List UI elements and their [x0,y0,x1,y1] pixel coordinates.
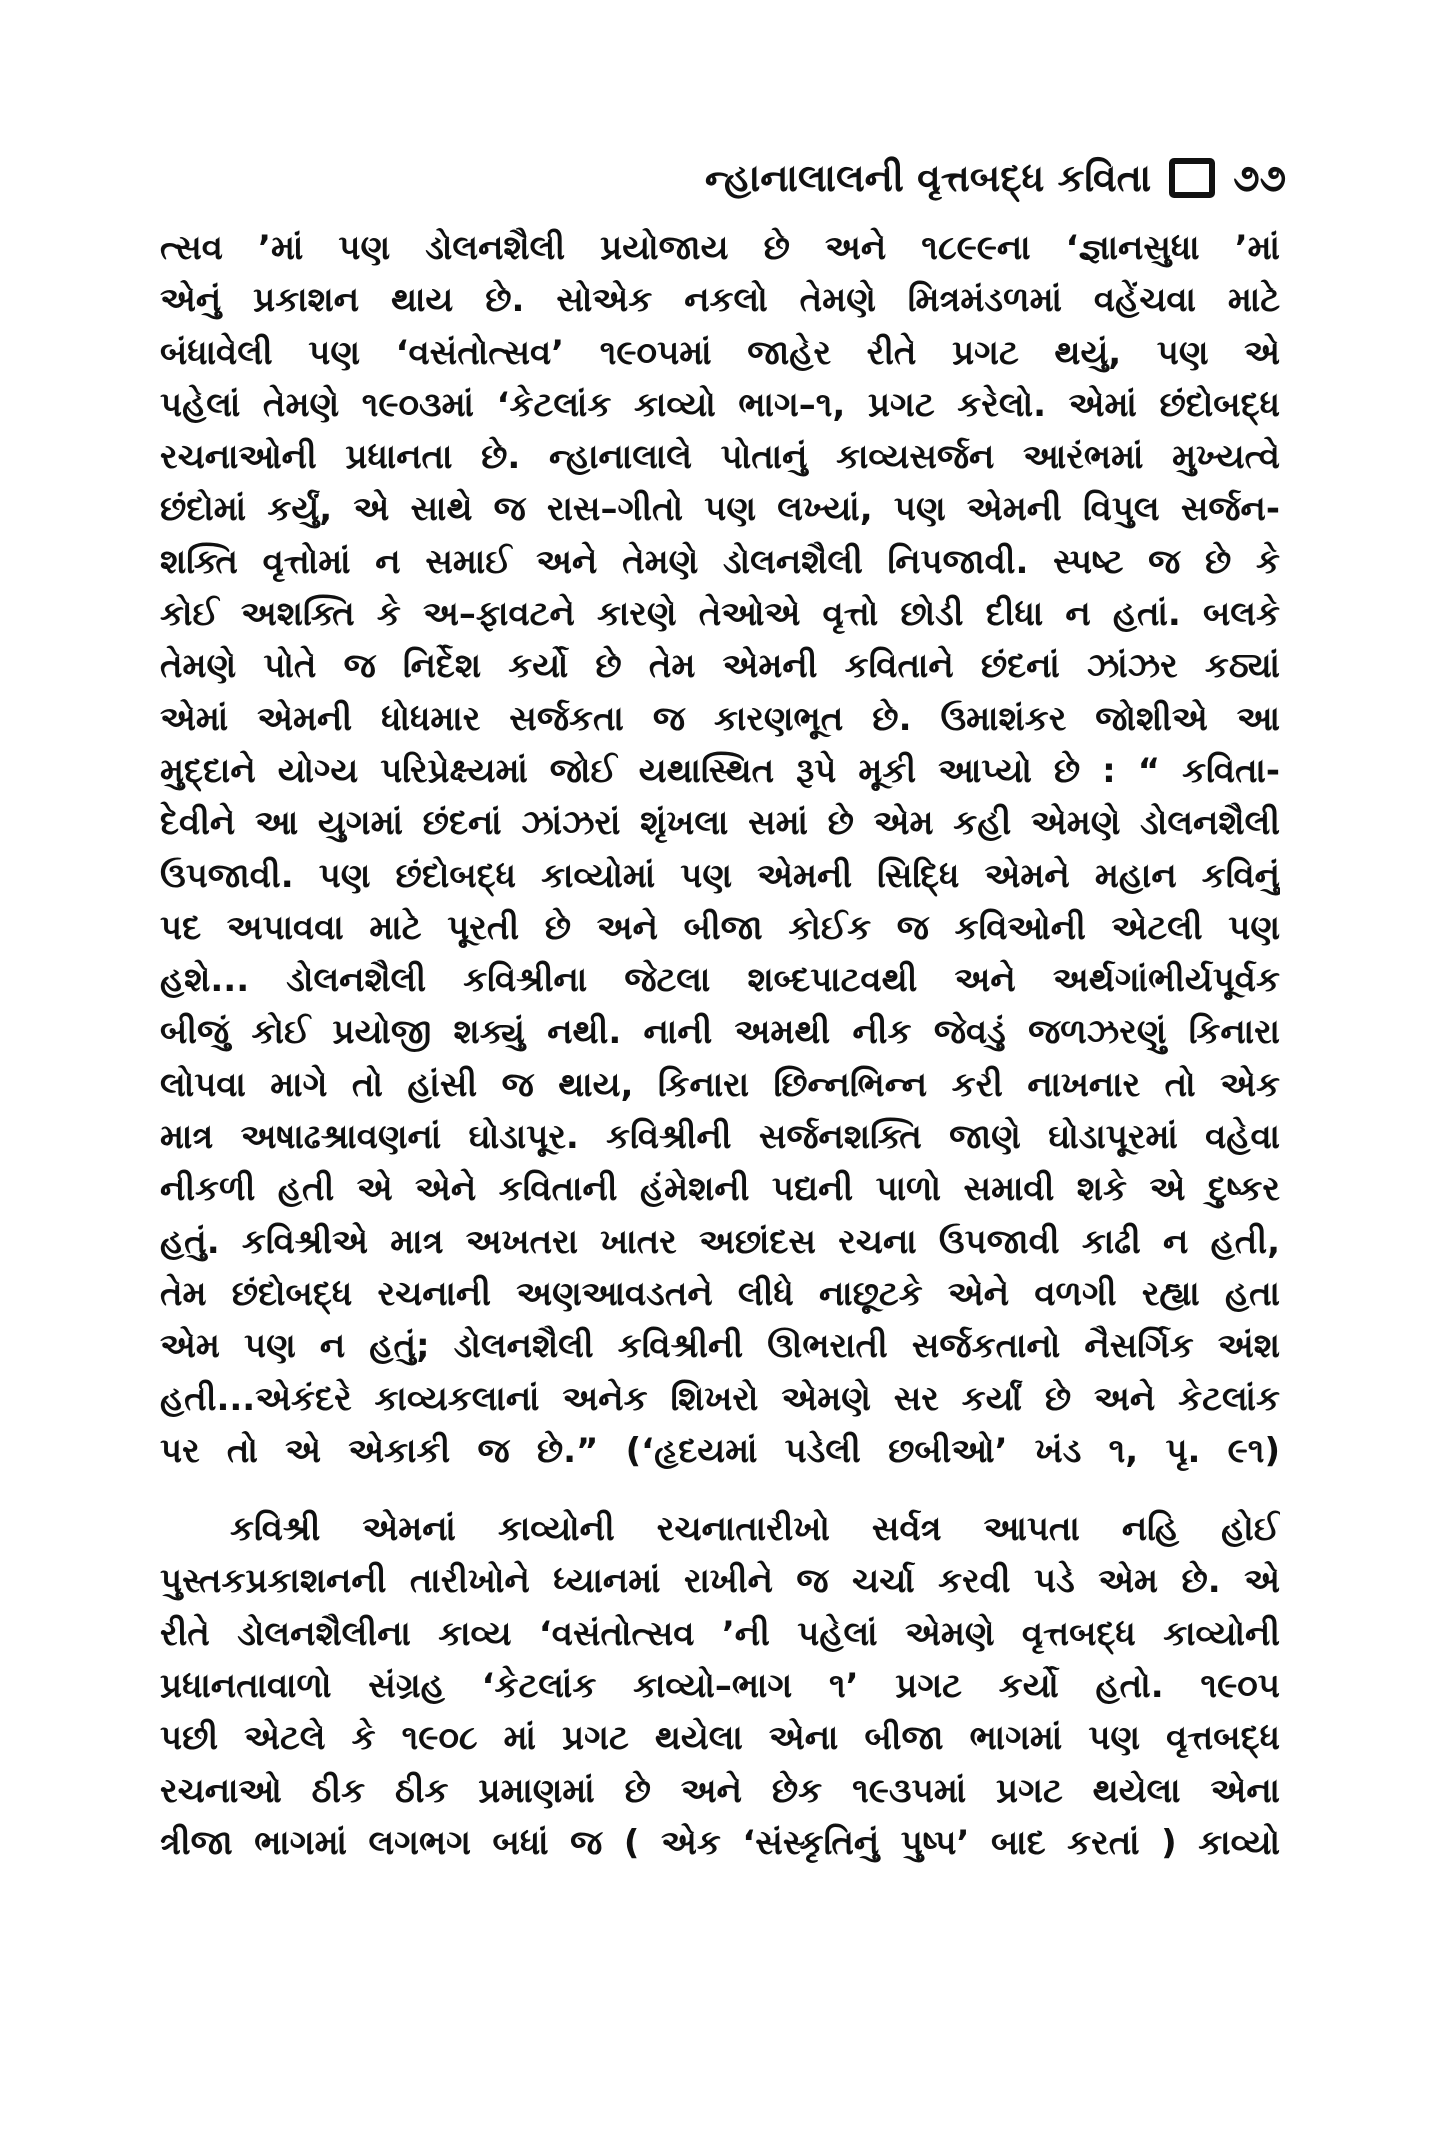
text-line: પહેલાં તેમણે ૧૯૦૩માં ‘કેટલાંક કાવ્યો ભાગ–૧, પ્રગટ કરેલો. એમાં છંદોબદ્ધ [160,384,1280,425]
page-number: ૭૭ [1233,156,1286,200]
paragraph-1 [160,222,1280,1477]
text-line: ત્સવ ’માં પણ ડોલનશૈલી પ્રયોજાય છે અને ૧૮૯૯ના ‘જ્ઞાનસુધા ’માં [160,228,1280,268]
paragraph-spacer [160,1477,1280,1503]
text-line: નીકળી હતી એ એને કવિતાની હંમેશની પદ્યની પાળો સમાવી શકે એ દુષ્કર [160,1169,1280,1210]
square-ornament-icon [1169,158,1215,198]
text-line: હતી...એકંદરે કાવ્યકલાનાં અનેક શિખરો એમણે સર કર્યાં છે અને કેટલાંક [160,1378,1280,1419]
text-line: ઉપજાવી. પણ છંદોબદ્ધ કાવ્યોમાં પણ એમની સિદ્ધિ એમને મહાન કવિનું [160,855,1280,896]
text-line: પુસ્તકપ્રકાશનની તારીખોને ધ્યાનમાં રાખીને જ ચર્ચા કરવી પડે એમ છે. એ [160,1561,1280,1602]
text-line: શક્તિ વૃત્તોમાં ન સમાઈ અને તેમણે ડોલનશૈલી નિપજાવી. સ્પષ્ટ જ છે કે [160,541,1280,582]
text-line: માત્ર અષાઢશ્રાવણનાં ઘોડાપૂર. કવિશ્રીની સર્જનશક્તિ જાણે ઘોડાપૂરમાં વહેવા [160,1117,1280,1158]
text-line: બંધાવેલી પણ ‘વસંતોત્સવ’ ૧૯૦૫માં જાહેર રીતે પ્રગટ થયું, પણ એ [160,332,1280,373]
text-line: દેવીને આ યુગમાં છંદનાં ઝાંઝરાં શૃંખલા સમાં છે એમ કહી એમણે ડોલનશૈલી [160,803,1280,844]
text-line: પદ અપાવવા માટે પૂરતી છે અને બીજા કોઈક જ કવિઓની એટલી પણ [160,907,1280,948]
body-text [160,222,1280,1869]
text-line: એનું પ્રકાશન થાય છે. સોએક નકલો તેમણે મિત્રમંડળમાં વહેંચવા માટે [160,280,1280,321]
text-line: કોઈ અશક્તિ કે અ–ફાવટને કારણે તેઓએ વૃત્તો છોડી દીધા ન હતાં. બલકે [160,594,1280,635]
text-line: રીતે ડોલનશૈલીના કાવ્ય ‘વસંતોત્સવ ’ની પહેલાં એમણે વૃત્તબદ્ધ કાવ્યોની [160,1613,1280,1654]
text-line: છંદોમાં કર્યું, એ સાથે જ રાસ–ગીતો પણ લખ્યાં, પણ એમની વિપુલ સર્જન- [160,489,1280,530]
text-line: તેમણે પોતે જ નિર્દેશ કર્યો છે તેમ એમની કવિતાને છંદનાં ઝાંઝર કઠ્યાં [160,646,1280,687]
text-line: લોપવા માગે તો હાંસી જ થાય, કિનારા છિન્નભિન્ન કરી નાખનાર તો એક [160,1064,1280,1105]
text-line: એમાં એમની ધોધમાર સર્જકતા જ કારણભૂત છે. ઉમાશંકર જોશીએ આ [160,698,1280,739]
text-line: તેમ છંદોબદ્ધ રચનાની અણઆવડતને લીધે નાછૂટકે એને વળગી રહ્યા હતા [160,1273,1280,1314]
text-line: એમ પણ ન હતું; ડોલનશૈલી કવિશ્રીની ઊભરાતી સર્જકતાનો નૈસર્ગિક અંશ [160,1326,1280,1367]
text-line: હતું. કવિશ્રીએ માત્ર અખતરા ખાતર અછાંદસ રચના ઉપજાવી કાઢી ન હતી, [160,1221,1280,1262]
running-header-title: ન્હાનાલાલની વૃત્તબદ્ધ કવિતા [704,156,1152,200]
running-header [705,158,1286,198]
text-line: હશે... ડોલનશૈલી કવિશ્રીના જેટલા શબ્દપાટવથી અને અર્થગાંભીર્યપૂર્વક [160,960,1280,1001]
text-line: રચનાઓની પ્રધાનતા છે. ન્હાનાલાલે પોતાનું કાવ્યસર્જન આરંભમાં મુખ્યત્વે [160,437,1280,478]
text-line: બીજું કોઈ પ્રયોજી શક્યું નથી. નાની અમથી નીક જેવડું જળઝરણું કિનારા [160,1012,1280,1053]
text-line: રચનાઓ ઠીક ઠીક પ્રમાણમાં છે અને છેક ૧૯૩૫માં પ્રગટ થયેલા એના [160,1770,1280,1811]
text-line: મુદ્દાને યોગ્ય પરિપ્રેક્ષ્યમાં જોઈ યથાસ્થિત રૂપે મૂકી આપ્યો છે : “ કવિતા- [160,750,1280,791]
text-line: પર તો એ એકાકી જ છે.” (‘હૃદયમાં પડેલી છબીઓ’ ખંડ ૧, પૃ. ૯૧) [160,1430,1280,1471]
text-line: કવિશ્રી એમનાં કાવ્યોની રચનાતારીખો સર્વત્ર આપતા નહિ હોઈ [230,1509,1280,1550]
paragraph-2 [160,1503,1280,1869]
text-line: ત્રીજા ભાગમાં લગભગ બધાં જ ( એક ‘સંસ્કૃતિનું પુષ્પ’ બાદ કરતાં ) કાવ્યો [160,1822,1280,1863]
text-line: પછી એટલે કે ૧૯૦૮ માં પ્રગટ થયેલા એના બીજા ભાગમાં પણ વૃત્તબદ્ધ [160,1718,1280,1759]
text-line: પ્રધાનતાવાળો સંગ્રહ ‘કેટલાંક કાવ્યો–ભાગ ૧’ પ્રગટ કર્યો હતો. ૧૯૦૫ [160,1666,1280,1707]
